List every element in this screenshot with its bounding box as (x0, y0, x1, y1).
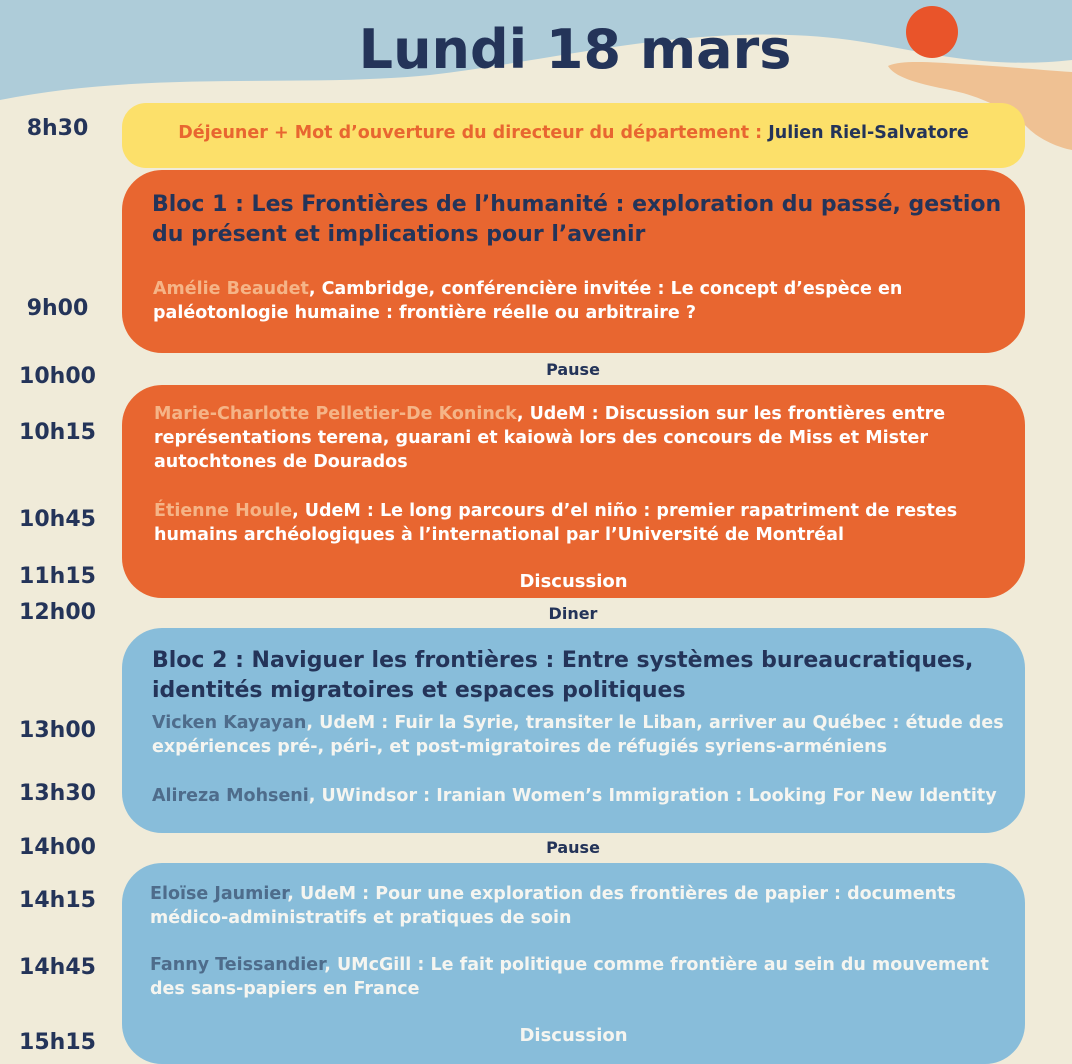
talk-text: , UdeM : Le long parcours d’el niño : premier rapatriment de restes (292, 501, 958, 521)
time-1330: 13h30 (19, 781, 96, 806)
talk-text: , UdeM : Fuir la Syrie, transiter le Liban, arriver au Québec : étude des (306, 713, 1004, 733)
speaker-name: Fanny Teissandier (150, 955, 325, 975)
pause-label-1: Pause (546, 360, 600, 379)
time-1300: 13h00 (19, 718, 96, 743)
pause-label-2: Pause (546, 838, 600, 857)
session4-talk-2 (150, 953, 989, 1001)
speaker-name: Étienne Houle (154, 501, 293, 521)
time-1015: 10h15 (19, 420, 96, 445)
talk-text: autochtones de Dourados (154, 452, 408, 472)
bloc2-title (152, 646, 973, 706)
time-1200: 12h00 (19, 600, 96, 625)
speaker-name: Vicken Kayayan (152, 713, 307, 733)
talk-text: , UMcGill : Le fait politique comme frontière au sein du mouvement (324, 955, 989, 975)
talk-text: , UWindsor : Iranian Women’s Immigration : Looking For New Identity (308, 786, 997, 806)
time-1445: 14h45 (19, 955, 96, 980)
bloc1-card (122, 170, 1025, 353)
session2-talk-2 (154, 499, 957, 547)
opening-speaker: Julien Riel-Salvatore (768, 123, 969, 143)
bloc2-talk-1 (152, 711, 1004, 759)
talk-text: , UdeM : Pour une exploration des frontières de papier : documents (287, 884, 956, 904)
speaker-name: Amélie Beaudet (153, 279, 309, 299)
speaker-name: Eloïse Jaumier (150, 884, 288, 904)
bloc2-card (122, 628, 1025, 833)
session4-talk-1 (150, 882, 956, 930)
bloc1-title-line2: du présent et implications pour l’avenir (152, 222, 646, 247)
bloc2-title-line2: identités migratoires et espaces politiques (152, 678, 686, 703)
bloc2-talk-2 (152, 784, 997, 808)
bloc1-title-line1: Bloc 1 : Les Frontières de l’humanité : exploration du passé, gestion (152, 192, 1002, 217)
opening-label: Déjeuner + Mot d’ouverture du directeur du département : (178, 123, 763, 143)
time-1115: 11h15 (19, 564, 96, 589)
time-0900: 9h00 (26, 296, 89, 321)
opening-text (122, 123, 1025, 143)
session4-card (122, 863, 1025, 1064)
time-1415: 14h15 (19, 888, 96, 913)
page-title: Lundi 18 mars (358, 18, 792, 81)
speaker-name: Marie-Charlotte Pelletier-De Koninck (154, 404, 517, 424)
time-1515: 15h15 (19, 1030, 96, 1055)
session2-card (122, 385, 1025, 598)
session2-talk-1 (154, 402, 945, 474)
opening-banner (122, 103, 1025, 168)
time-0830: 8h30 (26, 116, 89, 141)
diner-label: Diner (548, 604, 598, 623)
discussion-label: Discussion (519, 571, 628, 592)
talk-text: paléotonlogie humaine : frontière réelle ou arbitraire ? (153, 303, 697, 323)
talk-text: représentations terena, guarani et kaiowà lors des concours de Miss et Mister (154, 428, 928, 448)
time-1000: 10h00 (19, 364, 96, 389)
talk-text: médico-administratifs et pratiques de soin (150, 908, 572, 928)
speaker-name: Alireza Mohseni (152, 786, 309, 806)
talk-text: des sans-papiers en France (150, 979, 420, 999)
discussion-label: Discussion (519, 1025, 628, 1046)
talk-text: , UdeM : Discussion sur les frontières entre (516, 404, 946, 424)
talk-text: , Cambridge, conférencière invitée : Le concept d’espèce en (308, 279, 903, 299)
talk-text: expériences pré-, péri-, et post-migratoires de réfugiés syriens-arméniens (152, 737, 887, 757)
bloc2-title-line1: Bloc 2 : Naviguer les frontières : Entre systèmes bureaucratiques, (152, 648, 974, 673)
talk-text: humains archéologiques à l’international par l’Université de Montréal (154, 525, 844, 545)
time-1045: 10h45 (19, 507, 96, 532)
time-1400: 14h00 (19, 835, 96, 860)
bloc1-title (152, 190, 1001, 250)
bloc1-talk-1 (153, 277, 902, 325)
